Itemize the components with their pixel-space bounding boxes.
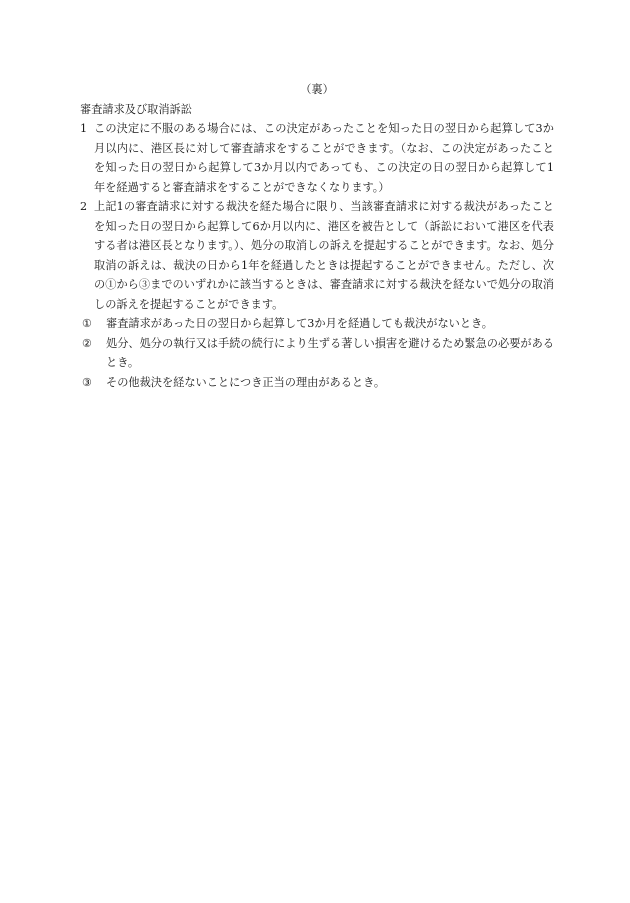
paragraph-number: 2: [80, 200, 88, 213]
sub-item-3: [80, 373, 554, 393]
sub-item-1: [80, 314, 554, 334]
sub-item-2: [80, 334, 554, 373]
section-title: 審査請求及び取消訴訟: [80, 102, 192, 116]
sub-item-text: 審査請求があった日の翌日から起算して3か月を経過しても裁決がないとき。: [106, 317, 493, 330]
document-body: [80, 80, 554, 392]
sub-item-text: その他裁決を経ないことにつき正当の理由があるとき。: [106, 375, 386, 389]
sub-item-marker: ②: [82, 336, 93, 350]
paragraph-text: この決定に不服のある場合には、この決定があったことを知った日の翌日から起算して3か月以内に、港区長に対して審査請求をすることができます。（なお、この決定があったことを知った日の翌日から起算して3か月以内であっても、この決定の日の翌日から起算して1年を経過すると審査請求をすることができなくなります。）: [94, 122, 554, 194]
page-side-label: （裏）: [300, 83, 334, 96]
paragraph-text: 上記1の審査請求に対する裁決を経た場合に限り、当該審査請求に対する裁決があったことを知った日の翌日から起算して6か月以内に、港区を被告として（訴訟において港区を代表する者は港区長となります。）、処分の取消しの訴えを提起することができます。なお、処分取消の訴えは、裁決の日から1年を経過したときは提起することができません。ただし、次の①から③までのいずれかに該当するときは、審査請求に対する裁決を経ないで処分の取消しの訴えを提起することができます。: [94, 200, 554, 311]
sub-item-marker: ①: [82, 317, 93, 330]
sub-item-text: 処分、処分の執行又は手続の続行により生ずる著しい損害を避けるため緊急の必要があるとき。: [106, 336, 554, 369]
numbered-paragraph-2: [80, 197, 554, 314]
numbered-paragraph-1: [80, 119, 554, 197]
paragraph-number: 1: [80, 122, 88, 135]
sub-item-marker: ③: [82, 375, 93, 389]
